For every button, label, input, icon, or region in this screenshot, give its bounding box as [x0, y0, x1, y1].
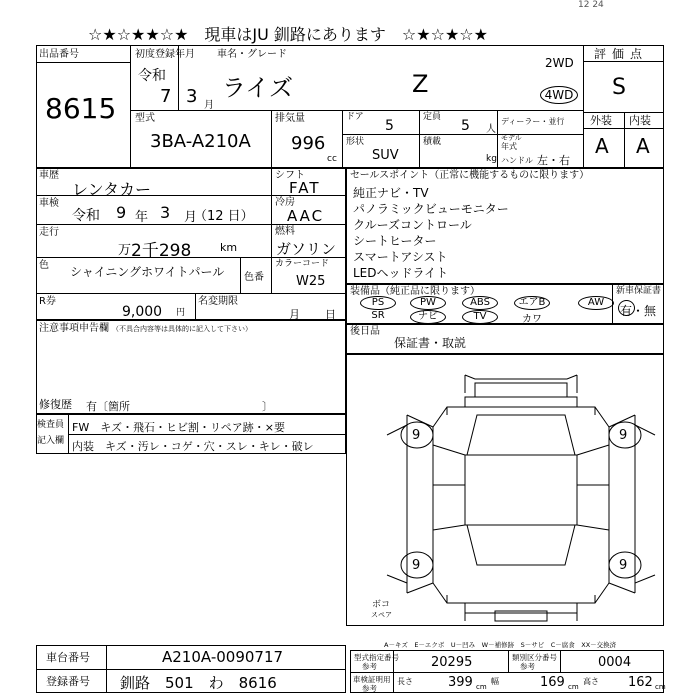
displacement-value: 996	[291, 133, 326, 154]
equipment-item: AW	[578, 296, 614, 310]
inspection-year: 9	[116, 203, 127, 222]
shift-label: シフト	[275, 170, 305, 181]
type-value: 3BA-A210A	[150, 131, 251, 152]
model-year-label1: モデル	[501, 134, 522, 142]
registration-month: 3	[186, 86, 198, 107]
inspection-era: 令和	[72, 208, 100, 224]
model-grade: Z	[412, 70, 429, 98]
corner-text: 12 24	[578, 0, 604, 10]
fuel-label: 燃料	[275, 226, 295, 237]
rear-items-label: 後日品	[350, 326, 380, 337]
page-header: ☆★☆★★☆★ 現車はJU 釧路にあります ☆★☆★☆★	[88, 25, 488, 44]
sales-point-item: シートヒーター	[353, 234, 437, 248]
warranty-value: 有・無	[620, 304, 657, 318]
color-value: シャイニングホワイトパール	[70, 265, 225, 279]
exterior-value: A	[595, 134, 609, 158]
recycle-value: 9,000	[122, 304, 163, 320]
diagram-legend: A－キズ E－エクボ U－凹み W－補修跡 S－サビ C－腐食 XX－交換済	[384, 641, 617, 649]
registration-year: 7	[160, 86, 172, 107]
mileage-value: 2千298	[131, 241, 192, 261]
width-value: 169	[540, 675, 565, 690]
registration-era: 令和	[138, 68, 166, 84]
type-no-sub: 参考	[362, 662, 377, 671]
shape-label: 形状	[346, 137, 365, 147]
sales-point-item: 純正ナビ・TV	[353, 186, 429, 200]
fuel-value: ガソリン	[276, 240, 337, 258]
drive-2wd: 2WD	[545, 56, 574, 70]
sales-point-item: パノラミックビューモニター	[353, 202, 509, 216]
repair-value: 有〔箇所 〕	[86, 400, 273, 413]
color-code-label: 色番	[244, 272, 264, 283]
shape-value: SUV	[372, 148, 399, 163]
equipment-item: PW	[410, 296, 446, 310]
type-label: 型式	[135, 113, 155, 124]
history-label: 車歴	[39, 170, 59, 181]
diagram-note: ボコ	[372, 600, 391, 610]
handle-value: 左・右	[537, 154, 570, 167]
equipment-item: TV	[462, 310, 498, 324]
inspection-month-unit: 月	[184, 210, 198, 225]
plate-label: 登録番号	[46, 675, 90, 688]
drive-4wd: 4WD	[540, 86, 578, 104]
model-name: ライズ	[222, 74, 294, 102]
damage-mark-fl: 9	[412, 428, 421, 443]
sales-point-item: LEDヘッドライト	[353, 266, 449, 280]
registration-month-unit: 月	[204, 100, 214, 111]
model-year-label2: 年式	[501, 142, 517, 151]
class-no-label: 類別区分番号	[512, 653, 557, 662]
height-value: 162	[628, 675, 653, 690]
registration-label: 初度登録年月	[135, 49, 195, 60]
cert-label2: 参考	[362, 684, 377, 693]
interior-label: 内装	[629, 114, 651, 127]
mileage-label: 走行	[39, 227, 59, 238]
handle-label: ハンドル	[501, 156, 533, 165]
plate-value: 釧路 501 わ 8616	[120, 674, 277, 692]
width-unit: cm	[568, 683, 579, 691]
inspector-line1: FW キズ・飛石・ヒビ割・リペア跡・×要	[72, 421, 285, 434]
recycle-label: R券	[39, 296, 56, 307]
class-no-sub: 参考	[520, 662, 535, 671]
equipment-item: PS	[360, 296, 396, 310]
repair-label: 修復歴	[39, 398, 72, 411]
cooler-value: AAC	[287, 207, 325, 225]
equipment-item: ABS	[462, 296, 498, 310]
cooler-label: 冷房	[275, 197, 295, 208]
inspection-month: 3	[160, 203, 171, 222]
name-change-label: 名変期限	[198, 296, 238, 307]
damage-mark-rr: 9	[619, 558, 628, 573]
sales-point-item: クルーズコントロール	[353, 218, 472, 232]
notes-label: 注意事項申告欄	[39, 323, 109, 334]
history-value: レンタカー	[72, 180, 151, 199]
warranty-label: 新車保証書	[616, 286, 662, 296]
equipment-item: エアB	[514, 296, 550, 310]
capacity-unit: 人	[486, 124, 496, 135]
damage-mark-rl: 9	[412, 558, 421, 573]
mileage-prefix: 万	[118, 243, 132, 258]
chassis-value: A210A-0090717	[162, 648, 284, 666]
width-label: 幅	[491, 677, 499, 686]
dealer-label: ディーラー・並行	[501, 117, 565, 126]
inspection-day: （12 日）	[194, 209, 254, 224]
sales-point-item: スマートアシスト	[353, 250, 448, 264]
interior-value: A	[636, 134, 650, 158]
height-label: 高さ	[583, 677, 599, 686]
load-unit: kg	[486, 154, 497, 164]
mileage-unit: km	[220, 241, 238, 254]
equipment-item: SR	[371, 310, 385, 321]
lot-label: 出品番号	[39, 49, 79, 60]
class-no-value: 0004	[598, 655, 632, 670]
name-change-month: 月	[289, 308, 300, 321]
capacity-label: 定員	[423, 112, 442, 122]
score-value: S	[612, 75, 626, 100]
exterior-label: 外装	[590, 114, 612, 127]
sales-label: セールスポイント（正常に機能するものに限ります）	[350, 170, 590, 181]
length-label: 長さ	[397, 677, 413, 686]
inspector-label2: 記入欄	[37, 436, 65, 446]
type-no-value: 20295	[431, 655, 473, 670]
displacement-label: 排気量	[275, 113, 305, 124]
chassis-label: 車台番号	[46, 651, 90, 664]
length-unit: cm	[476, 683, 487, 691]
car-diagram	[347, 355, 663, 625]
shift-value: FAT	[289, 179, 321, 197]
doors-value: 5	[385, 118, 394, 134]
height-unit: cm	[655, 683, 666, 691]
color-code-value: W25	[296, 274, 326, 289]
inspection-year-unit: 年	[135, 210, 149, 225]
length-value: 399	[448, 675, 473, 690]
equipment-label: 装備品（純正品に限ります）	[350, 286, 480, 297]
inspector-label1: 検査員	[37, 420, 65, 430]
score-label: 評価点	[594, 47, 649, 61]
load-label: 積載	[423, 137, 442, 147]
inspection-label: 車検	[39, 198, 59, 209]
recycle-unit: 円	[176, 308, 186, 318]
rear-items-value: 保証書・取説	[394, 336, 467, 350]
damage-mark-fr: 9	[619, 428, 628, 443]
displacement-unit: cc	[327, 154, 337, 164]
name-change-day: 日	[325, 308, 336, 321]
doors-label: ドア	[346, 112, 364, 122]
lot-number: 8615	[45, 92, 117, 125]
model-label: 車名・グレード	[217, 49, 287, 60]
spare-label: スペア	[371, 611, 392, 619]
capacity-value: 5	[461, 118, 470, 134]
type-no-label: 型式指定番号	[354, 653, 399, 662]
color-label: 色	[39, 260, 49, 271]
cert-label1: 車検証明用	[353, 675, 391, 684]
color-code-label2: カラーコード	[275, 259, 330, 269]
equipment-item: ナビ	[410, 310, 446, 324]
notes-sub: （不具合内容等は具体的に記入して下さい）	[112, 325, 252, 333]
inspector-line2: 内装 キズ・汚レ・コゲ・穴・スレ・キレ・破レ	[72, 440, 314, 453]
equipment-item: カワ	[522, 314, 542, 325]
